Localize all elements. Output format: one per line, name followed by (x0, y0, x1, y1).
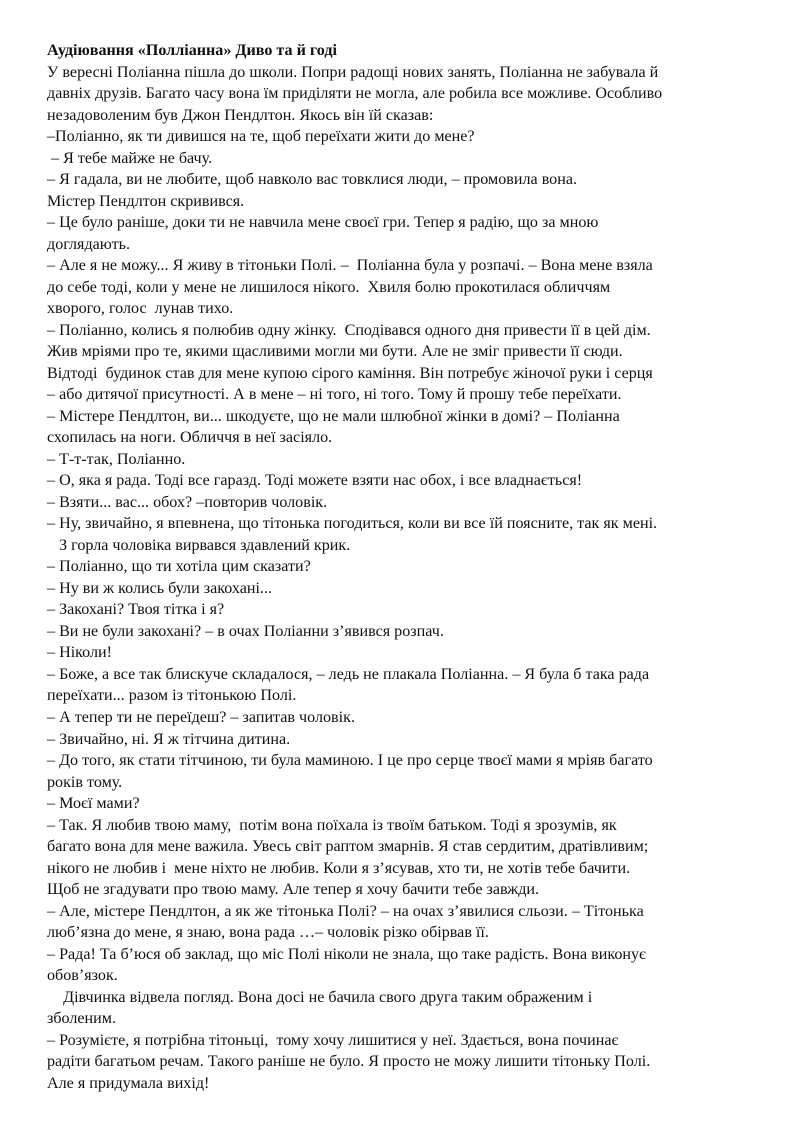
text-line: схопилась на ноги. Обличчя в неї засіяло. (47, 429, 333, 447)
text-line: люб’язна до мене, я знаю, вона рада …– чоловік різко обірвав її. (47, 924, 489, 942)
text-line: багато вона для мене важила. Увесь світ раптом змарнів. Я став сердитим, дратівливим; (47, 838, 649, 856)
document-title: Аудіювання «Полліанна» Диво та й годі (47, 42, 337, 59)
text-line: – Так. Я любив твою маму, потім вона поїхала із твоїм батьком. Тоді я зрозумів, як (47, 816, 617, 834)
text-line: – Містере Пендлтон, ви... шкодуєте, що не мали шлюбної жінки в домі? – Поліанна (47, 407, 620, 425)
text-line: Дівчинка відвела погляд. Вона досі не бачила свого друга таким ображеним і (47, 988, 593, 1006)
text-line: – Я гадала, ви не любите, щоб навколо вас товклися люди, – промовила вона. (47, 171, 578, 189)
text-line: – Ніколи! (47, 644, 113, 662)
text-line: хворого, голос лунав тихо. (47, 300, 234, 318)
text-line: – Поліанно, колись я полюбив одну жінку. Сподівався одного дня привести її в цей дім. (47, 321, 651, 339)
text-line: доглядають. (47, 235, 130, 253)
text-line: обов’язок. (47, 967, 118, 985)
text-line: – Звичайно, ні. Я ж тітчина дитина. (47, 730, 291, 748)
text-line: З горла чоловіка вирвався здавлений крик. (47, 536, 351, 554)
text-line: переїхати... разом із тітонькою Полі. (47, 687, 297, 705)
text-line: Жив мріями про те, якими щасливими могли ми бути. Але не зміг привести її сюди. (47, 343, 623, 361)
text-line: давніх друзів. Багато часу вона їм приділяти не могла, але робила все можливе. Особливо (47, 85, 663, 103)
text-line: – Ви не були закохані? – в очах Поліанни з’явився розпач. (47, 622, 444, 640)
text-line: – Ну, звичайно, я впевнена, що тітонька погодиться, коли ви все їй поясните, так як мені. (47, 515, 658, 533)
text-line: – Але я не можу... Я живу в тітоньки Полі. – Поліанна була у розпачі. – Вона мене взяла (47, 257, 653, 275)
text-line: У вересні Поліанна пішла до школи. Попри радощі нових занять, Поліанна не забувала й (47, 63, 659, 81)
text-line: Щоб не згадувати про твою маму. Але тепер я хочу бачити тебе завжди. (47, 881, 540, 899)
text-line: – О, яка я рада. Тоді все гаразд. Тоді можете взяти нас обох, і все владнається! (47, 472, 583, 490)
text-line: до себе тоді, коли у мене не лишилося нікого. Хвиля болю прокотилася обличчям (47, 278, 611, 296)
text-line: – Т-т-так, Поліанно. (47, 450, 186, 468)
text-line: – Але, містере Пендлтон, а як же тітонька Полі? – на очах з’явилися сльози. – Тітонька (47, 902, 644, 920)
text-line: – А тепер ти не переїдеш? – запитав чоловік. (47, 708, 355, 726)
text-line: Містер Пендлтон скривився. (47, 192, 245, 210)
text-line: – Моєї мами? (47, 795, 140, 813)
text-line: –Поліанно, як ти дивишся на те, щоб переїхати жити до мене? (47, 128, 475, 146)
text-line: Але я придумала вихід! (47, 1074, 210, 1092)
text-line: радіти багатьом речам. Такого раніше не було. Я просто не можу лишити тітоньку Полі. (47, 1053, 651, 1071)
text-line: – Рада! Та б’юся об заклад, що міс Полі ніколи не знала, що таке радість. Вона виконує (47, 945, 646, 963)
text-line: – Поліанно, що ти хотіла цим сказати? (47, 558, 311, 576)
document-body (47, 62, 774, 1095)
text-line: зболеним. (47, 1010, 116, 1028)
text-line: – Ну ви ж колись були закохані... (47, 579, 272, 597)
text-line: незадоволеним був Джон Пендлтон. Якось він їй сказав: (47, 106, 434, 124)
text-line: – Взяти... вас... обох? –повторив чоловік. (47, 493, 328, 511)
text-line: – Боже, а все так блискуче складалося, – ледь не плакала Поліанна. – Я була б така рада (47, 665, 650, 683)
text-line: – До того, як стати тітчиною, ти була маминою. І це про серце твоєї мами я мріяв багато (47, 752, 653, 770)
text-line: Відтоді будинок став для мене купою сірого каміння. Він потребує жіночої руки і серця (47, 364, 653, 382)
text-line: – або дитячої присутності. А в мене – ні того, ні того. Тому й прошу тебе переїхати. (47, 386, 622, 404)
text-line: – Закохані? Твоя тітка і я? (47, 601, 225, 619)
text-line: – Я тебе майже не бачу. (47, 149, 213, 167)
text-line: – Розумієте, я потрібна тітоньці, тому хочу лишитися у неї. Здається, вона починає (47, 1031, 619, 1049)
text-line: років тому. (47, 773, 123, 791)
text-line: нікого не любив і мене ніхто не любив. Коли я з’ясував, хто ти, не хотів тебе бачити. (47, 859, 631, 877)
text-line: – Це було раніше, доки ти не навчила мене своєї гри. Тепер я радію, що за мною (47, 214, 599, 232)
